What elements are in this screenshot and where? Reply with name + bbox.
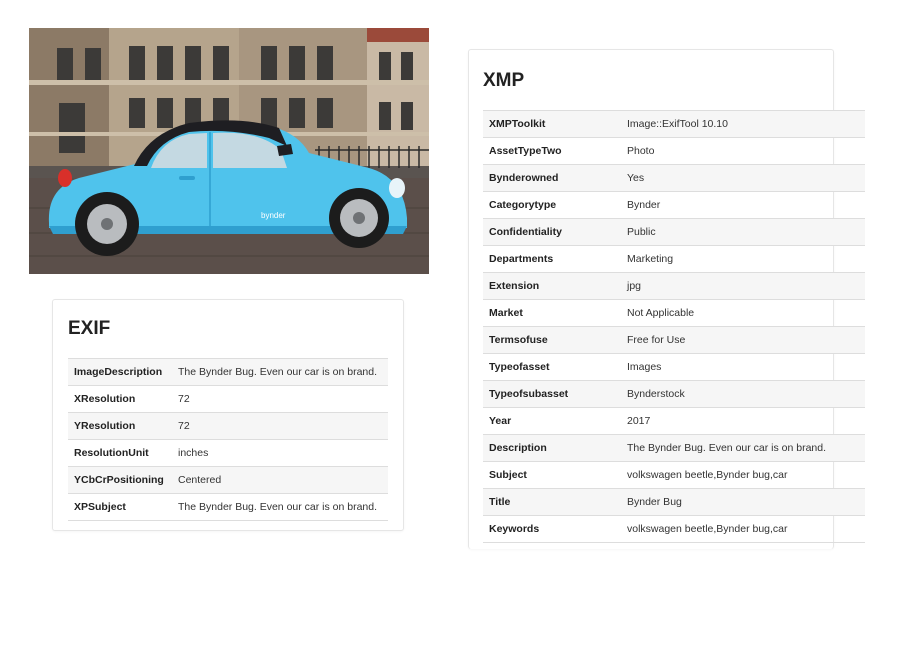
table-row bbox=[68, 467, 388, 494]
metadata-value: 2017 bbox=[621, 408, 865, 435]
metadata-key: Subject bbox=[483, 462, 621, 489]
metadata-key: Bynderowned bbox=[483, 165, 621, 192]
metadata-key: Categorytype bbox=[483, 192, 621, 219]
table-row bbox=[483, 327, 865, 354]
metadata-value: Photo bbox=[621, 138, 865, 165]
xmp-panel bbox=[468, 49, 834, 549]
metadata-key: ImageDescription bbox=[68, 359, 172, 386]
table-row bbox=[68, 494, 388, 521]
xmp-title: XMP bbox=[483, 70, 525, 91]
metadata-value: The Bynder Bug. Even our car is on brand. bbox=[172, 359, 388, 386]
metadata-value: volkswagen beetle,Bynder bug,car bbox=[621, 516, 865, 543]
metadata-value: Bynder Bug bbox=[621, 489, 865, 516]
table-row bbox=[483, 408, 865, 435]
table-row bbox=[483, 192, 865, 219]
metadata-value: inches bbox=[172, 440, 388, 467]
table-row bbox=[68, 386, 388, 413]
metadata-value: Bynderstock bbox=[621, 381, 865, 408]
metadata-value: Image::ExifTool 10.10 bbox=[621, 111, 865, 138]
asset-photo bbox=[29, 28, 429, 274]
metadata-value: Not Applicable bbox=[621, 300, 865, 327]
metadata-value: 72 bbox=[172, 386, 388, 413]
metadata-key: XMPToolkit bbox=[483, 111, 621, 138]
metadata-value: Bynder bbox=[621, 192, 865, 219]
metadata-key: YResolution bbox=[68, 413, 172, 440]
metadata-key: AssetTypeTwo bbox=[483, 138, 621, 165]
metadata-value: Centered bbox=[172, 467, 388, 494]
table-row bbox=[483, 273, 865, 300]
metadata-key: Title bbox=[483, 489, 621, 516]
metadata-key: Description bbox=[483, 435, 621, 462]
metadata-key: Typeofasset bbox=[483, 354, 621, 381]
metadata-key: ResolutionUnit bbox=[68, 440, 172, 467]
exif-panel bbox=[52, 299, 404, 531]
table-row bbox=[483, 138, 865, 165]
table-row bbox=[483, 354, 865, 381]
table-row bbox=[483, 381, 865, 408]
table-row bbox=[483, 489, 865, 516]
metadata-value: Public bbox=[621, 219, 865, 246]
metadata-key: Confidentiality bbox=[483, 219, 621, 246]
table-row bbox=[483, 300, 865, 327]
metadata-key: XResolution bbox=[68, 386, 172, 413]
metadata-key: XPSubject bbox=[68, 494, 172, 521]
metadata-key: YCbCrPositioning bbox=[68, 467, 172, 494]
table-row bbox=[68, 440, 388, 467]
metadata-key: Typeofsubasset bbox=[483, 381, 621, 408]
exif-title: EXIF bbox=[68, 318, 111, 339]
table-row bbox=[483, 219, 865, 246]
xmp-table bbox=[483, 110, 865, 543]
table-row bbox=[483, 111, 865, 138]
metadata-value: volkswagen beetle,Bynder bug,car bbox=[621, 462, 865, 489]
metadata-key: Market bbox=[483, 300, 621, 327]
metadata-key: Keywords bbox=[483, 516, 621, 543]
table-row bbox=[483, 462, 865, 489]
table-row bbox=[68, 413, 388, 440]
metadata-key: Extension bbox=[483, 273, 621, 300]
metadata-value: Marketing bbox=[621, 246, 865, 273]
car-photo-illustration bbox=[29, 28, 429, 274]
table-row bbox=[483, 516, 865, 543]
metadata-key: Year bbox=[483, 408, 621, 435]
metadata-key: Termsofuse bbox=[483, 327, 621, 354]
table-row bbox=[68, 359, 388, 386]
metadata-key: Departments bbox=[483, 246, 621, 273]
bynder-logo: bynder bbox=[261, 211, 286, 220]
metadata-value: Free for Use bbox=[621, 327, 865, 354]
metadata-value: Images bbox=[621, 354, 865, 381]
metadata-value: The Bynder Bug. Even our car is on brand. bbox=[172, 494, 388, 521]
metadata-value: The Bynder Bug. Even our car is on brand. bbox=[621, 435, 865, 462]
table-row bbox=[483, 165, 865, 192]
exif-table bbox=[68, 358, 388, 521]
metadata-value: jpg bbox=[621, 273, 865, 300]
metadata-value: 72 bbox=[172, 413, 388, 440]
metadata-value: Yes bbox=[621, 165, 865, 192]
table-row bbox=[483, 246, 865, 273]
table-row bbox=[483, 435, 865, 462]
